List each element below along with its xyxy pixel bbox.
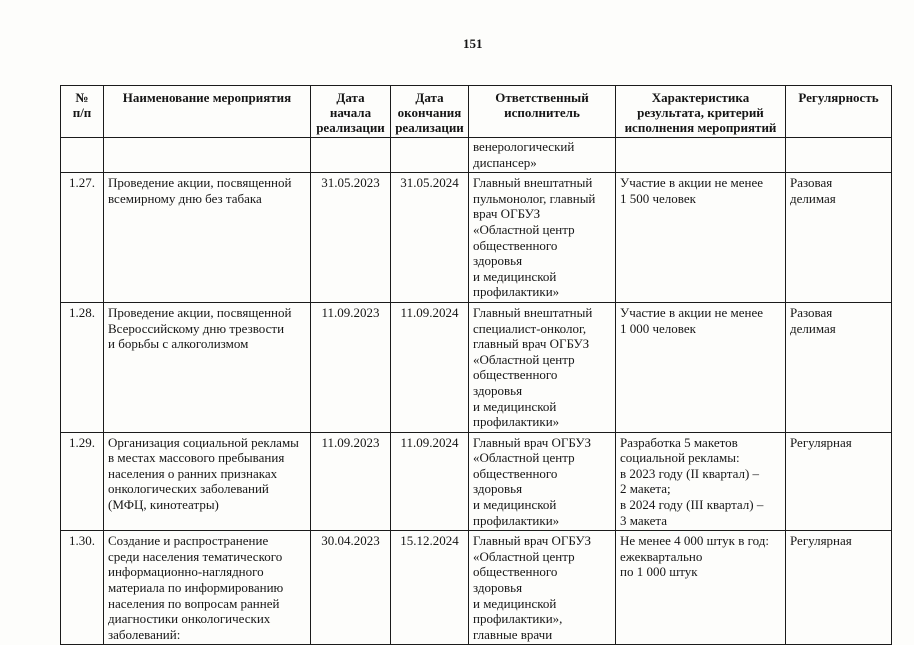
cell-regularity: Разовая делимая [786, 173, 892, 303]
header-regularity: Регулярность [786, 86, 892, 138]
cell-num: 1.27. [61, 173, 104, 303]
cell-name: Создание и распространение среди населения тематического информационно-наглядного материала по информированию населения по вопросам ранней диагностики онкологических заболеваний: [104, 531, 311, 645]
cell-start: 11.09.2023 [311, 432, 391, 531]
cell-regularity: Регулярная [786, 432, 892, 531]
table-row [61, 173, 892, 303]
table-row [61, 432, 892, 531]
cell-name: Проведение акции, посвященной Всероссийскому дню трезвости и борьбы с алкоголизмом [104, 302, 311, 432]
table-row-continuation [61, 138, 892, 173]
cell-regularity: Регулярная [786, 531, 892, 645]
cell-num: 1.28. [61, 302, 104, 432]
table-header-row [61, 86, 892, 138]
cell-responsible: Главный врач ОГБУЗ «Областной центр общественного здоровья и медицинской профилактики» [469, 432, 616, 531]
table-row [61, 302, 892, 432]
cell-responsible: Главный внештатный специалист-онколог, главный врач ОГБУЗ «Областной центр общественного здоровья и медицинской профилактики» [469, 302, 616, 432]
events-table [60, 85, 892, 645]
cell-result [616, 138, 786, 173]
cell-result: Участие в акции не менее 1 000 человек [616, 302, 786, 432]
cell-num: 1.30. [61, 531, 104, 645]
cell-num [61, 138, 104, 173]
cell-name: Проведение акции, посвященной всемирному дню без табака [104, 173, 311, 303]
cell-end: 11.09.2024 [391, 302, 469, 432]
cell-start [311, 138, 391, 173]
cell-end [391, 138, 469, 173]
cell-end: 11.09.2024 [391, 432, 469, 531]
header-result: Характеристика результата, критерий исполнения мероприятий [616, 86, 786, 138]
cell-name: Организация социальной рекламы в местах массового пребывания населения о ранних признаках онкологических заболеваний (МФЦ, кинотеатры) [104, 432, 311, 531]
cell-start: 31.05.2023 [311, 173, 391, 303]
header-num: № п/п [61, 86, 104, 138]
cell-responsible: Главный врач ОГБУЗ «Областной центр общественного здоровья и медицинской профилактики», главные врачи [469, 531, 616, 645]
header-start-date: Дата начала реализации [311, 86, 391, 138]
cell-result: Участие в акции не менее 1 500 человек [616, 173, 786, 303]
header-end-date: Дата окончания реализации [391, 86, 469, 138]
cell-num: 1.29. [61, 432, 104, 531]
cell-end: 15.12.2024 [391, 531, 469, 645]
cell-regularity [786, 138, 892, 173]
table-row [61, 531, 892, 645]
cell-start: 30.04.2023 [311, 531, 391, 645]
cell-result: Не менее 4 000 штук в год: ежеквартально по 1 000 штук [616, 531, 786, 645]
header-responsible: Ответственный исполнитель [469, 86, 616, 138]
cell-regularity: Разовая делимая [786, 302, 892, 432]
cell-name [104, 138, 311, 173]
cell-end: 31.05.2024 [391, 173, 469, 303]
cell-start: 11.09.2023 [311, 302, 391, 432]
cell-responsible: венерологический диспансер» [469, 138, 616, 173]
page-number: 151 [463, 36, 483, 51]
cell-result: Разработка 5 макетов социальной рекламы: в 2023 году (II квартал) – 2 макета; в 2024 году (III квартал) – 3 макета [616, 432, 786, 531]
header-name: Наименование мероприятия [104, 86, 311, 138]
cell-responsible: Главный внештатный пульмонолог, главный врач ОГБУЗ «Областной центр общественного здоровья и медицинской профилактики» [469, 173, 616, 303]
